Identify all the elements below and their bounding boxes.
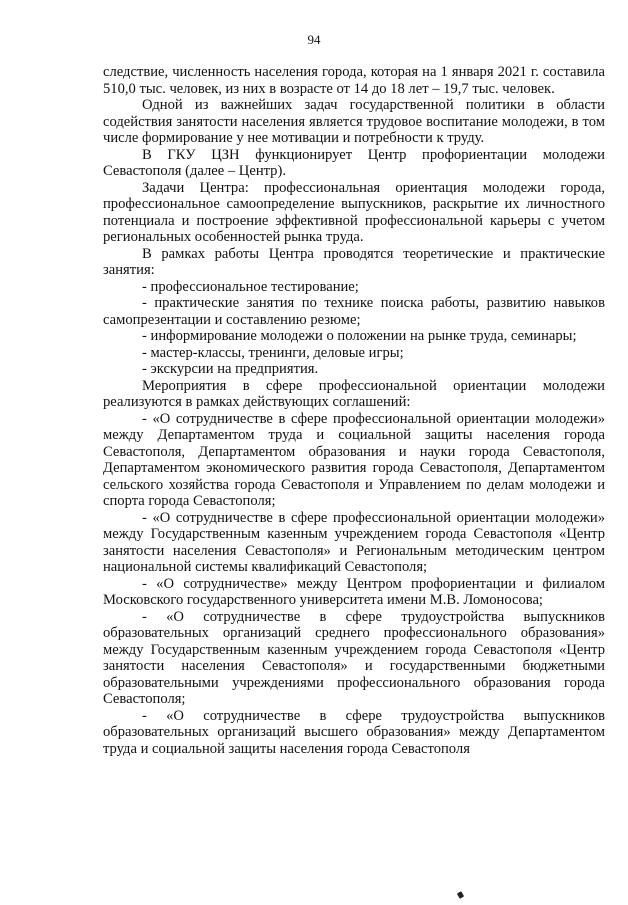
list-item-excursions: - экскурсии на предприятия. [142, 361, 319, 377]
paragraph-population: следствие, численность населения города, которая на 1 января 2021 г. составила 510,0 тыс. человек, из них в возрасте от 14 до 18 лет – 19,7 тыс. человек. [103, 64, 605, 97]
paragraph-labor-education: Одной из важнейших задач государственной политики в области содействия занятости населения является трудовое воспитание молодежи, в том числе формирование у нее мотивации и потребности к труду. [103, 97, 605, 146]
agreement-item-2: - «О сотрудничестве в сфере профессиональной ориентации молодежи» между Государственным казенным учреждением города Севастополя «Центр занятости населения Севастополя» и Региональным методическим центром национальной системы квалификаций Севастополя; [103, 509, 605, 575]
page-number: 94 [307, 32, 321, 47]
list-item-job-search: - практические занятия по технике поиска работы, развитию навыков самопрезентации и составлению резюме; [103, 295, 605, 328]
agreement-item-1: - «О сотрудничестве в сфере профессиональной ориентации молодежи» между Департаментом труда и социальной защиты населения города Севастополя, Департаментом образования и науки города Севастополя, Департаментом экономического развития города Севастополя, Департаментом сельского хозяйства города Севастополя и Управлением по делам молодежи и спорта города Севастополя; [103, 410, 605, 509]
list-item-informing: - информирование молодежи о положении на рынке труда, семинары; [142, 328, 577, 344]
agreement-item-3: - «О сотрудничестве» между Центром профориентации и филиалом Московского государственного университета имени М.В. Ломоносова; [103, 575, 605, 608]
page-body [103, 64, 605, 757]
paragraph-center-tasks: Задачи Центра: профессиональная ориентация молодежи города, профессиональное самоопределение выпускников, раскрытие их личностного потенциала и построение эффективной профессиональной карьеры с учетом региональных особенностей рынка труда. [103, 179, 605, 245]
list-item-testing: - профессиональное тестирование; [142, 278, 359, 295]
scan-mark [457, 891, 464, 899]
agreement-item-5: - «О сотрудничестве в сфере трудоустройства выпускников образовательных организаций высшего образования» между Департаментом труда и социальной защиты населения города Севастополя [103, 707, 605, 757]
paragraph-agreements-intro: Мероприятия в сфере профессиональной ориентации молодежи реализуются в рамках действующих соглашений: [103, 377, 605, 410]
list-item-masterclasses: - мастер-классы, тренинги, деловые игры; [142, 344, 404, 361]
paragraph-center-intro: В ГКУ ЦЗН функционирует Центр профориентации молодежи Севастополя (далее – Центр). [103, 146, 605, 179]
paragraph-classes-intro: В рамках работы Центра проводятся теоретические и практические занятия: [103, 245, 605, 278]
agreement-item-4: - «О сотрудничестве в сфере трудоустройства выпускников образовательных организаций среднего профессионального образования» между Государственным казенным учреждением города Севастополя «Центр занятости населения Севастополя» и государственными бюджетными образовательными учреждениями профессионального образования города Севастополя; [103, 608, 605, 707]
